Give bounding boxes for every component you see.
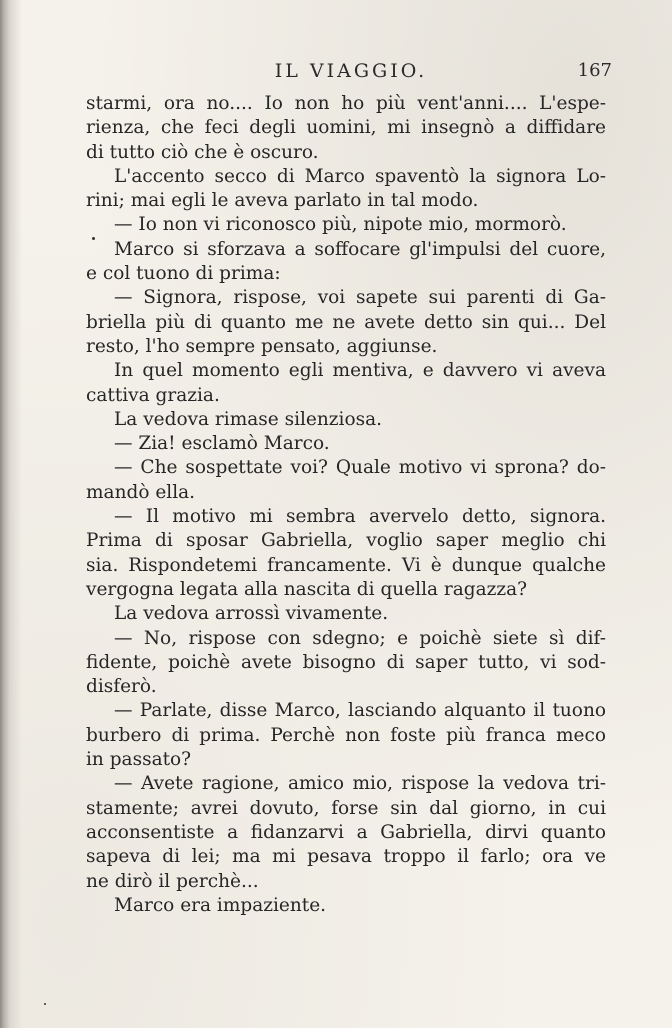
text-line: Marco si sforzava a soffocare gl'impulsi del cuore,: [114, 238, 606, 260]
text-line: La vedova arrossì vivamente.: [114, 603, 389, 625]
text-line: in passato?: [86, 749, 192, 771]
ink-speck: [92, 237, 95, 240]
text-line: L'accento secco di Marco spaventò la signora Lo-: [114, 165, 606, 187]
text-line: — Zia! esclamò Marco.: [114, 433, 330, 455]
text-line: sapeva di lei; ma mi pesava troppo il farlo; ora ve: [86, 846, 606, 868]
text-line: disferò.: [86, 676, 157, 698]
text-line: La vedova rimase silenziosa.: [114, 408, 382, 430]
text-line: briella più di quanto me ne avete detto sin qui... Del: [86, 311, 606, 333]
text-line: vergogna legata alla nascita di quella ragazza?: [86, 578, 528, 600]
text-line: — Che sospettate voi? Quale motivo vi sprona? do-: [114, 457, 606, 479]
text-line: In quel momento egli mentiva, e davvero vi aveva: [114, 360, 606, 382]
text-line: di tutto ciò che è oscuro.: [86, 141, 319, 163]
text-line: — Io non vi riconosco più, nipote mio, mormorò.: [114, 214, 567, 236]
text-line: — Avete ragione, amico mio, rispose la vedova tri-: [114, 773, 606, 795]
page-number: 167: [577, 60, 612, 81]
text-line: Marco era impaziente.: [114, 894, 327, 916]
text-line: acconsentiste a fidanzarvi a Gabriella, dirvi quanto: [86, 821, 606, 843]
text-line: starmi, ora no.... Io non ho più vent'anni.... L'espe-: [86, 93, 606, 114]
text-line: rini; mai egli le aveva parlato in tal modo.: [86, 190, 479, 212]
text-line: stamente; avrei dovuto, forse sin dal giorno, in cui: [86, 797, 606, 819]
text-line: burbero di prima. Perchè non foste più franca meco: [86, 724, 606, 746]
text-line: rienza, che feci degli uomini, mi insegnò a diffidare: [86, 117, 606, 139]
text-line: Prima di sposar Gabriella, voglio saper meglio chi: [86, 530, 606, 552]
text-line: — No, rispose con sdegno; e poichè siete sì dif-: [114, 627, 606, 649]
text-line: e col tuono di prima:: [86, 263, 281, 285]
text-line: — Parlate, disse Marco, lasciando alquanto il tuono: [114, 700, 606, 722]
text-line: fidente, poichè avete bisogno di saper tutto, vi sod-: [86, 651, 606, 673]
text-line: — Signora, rispose, voi sapete sui parenti di Ga-: [114, 287, 606, 309]
text-line: sia. Rispondetemi francamente. Vi è dunque qualche: [86, 554, 606, 576]
text-line: mandò ella.: [86, 481, 196, 503]
body-text: [86, 92, 606, 918]
running-head: [90, 60, 612, 86]
text-line: ne dirò il perchè...: [86, 870, 259, 892]
ink-speck: [44, 1003, 46, 1005]
text-line: cattiva grazia.: [86, 384, 220, 406]
page-spine-shadow: [0, 0, 22, 1028]
text-line: — Il motivo mi sembra avervelo detto, signora.: [114, 506, 606, 528]
chapter-title: IL VIAGGIO.: [274, 60, 428, 82]
text-line: resto, l'ho sempre pensato, aggiunse.: [86, 335, 438, 357]
